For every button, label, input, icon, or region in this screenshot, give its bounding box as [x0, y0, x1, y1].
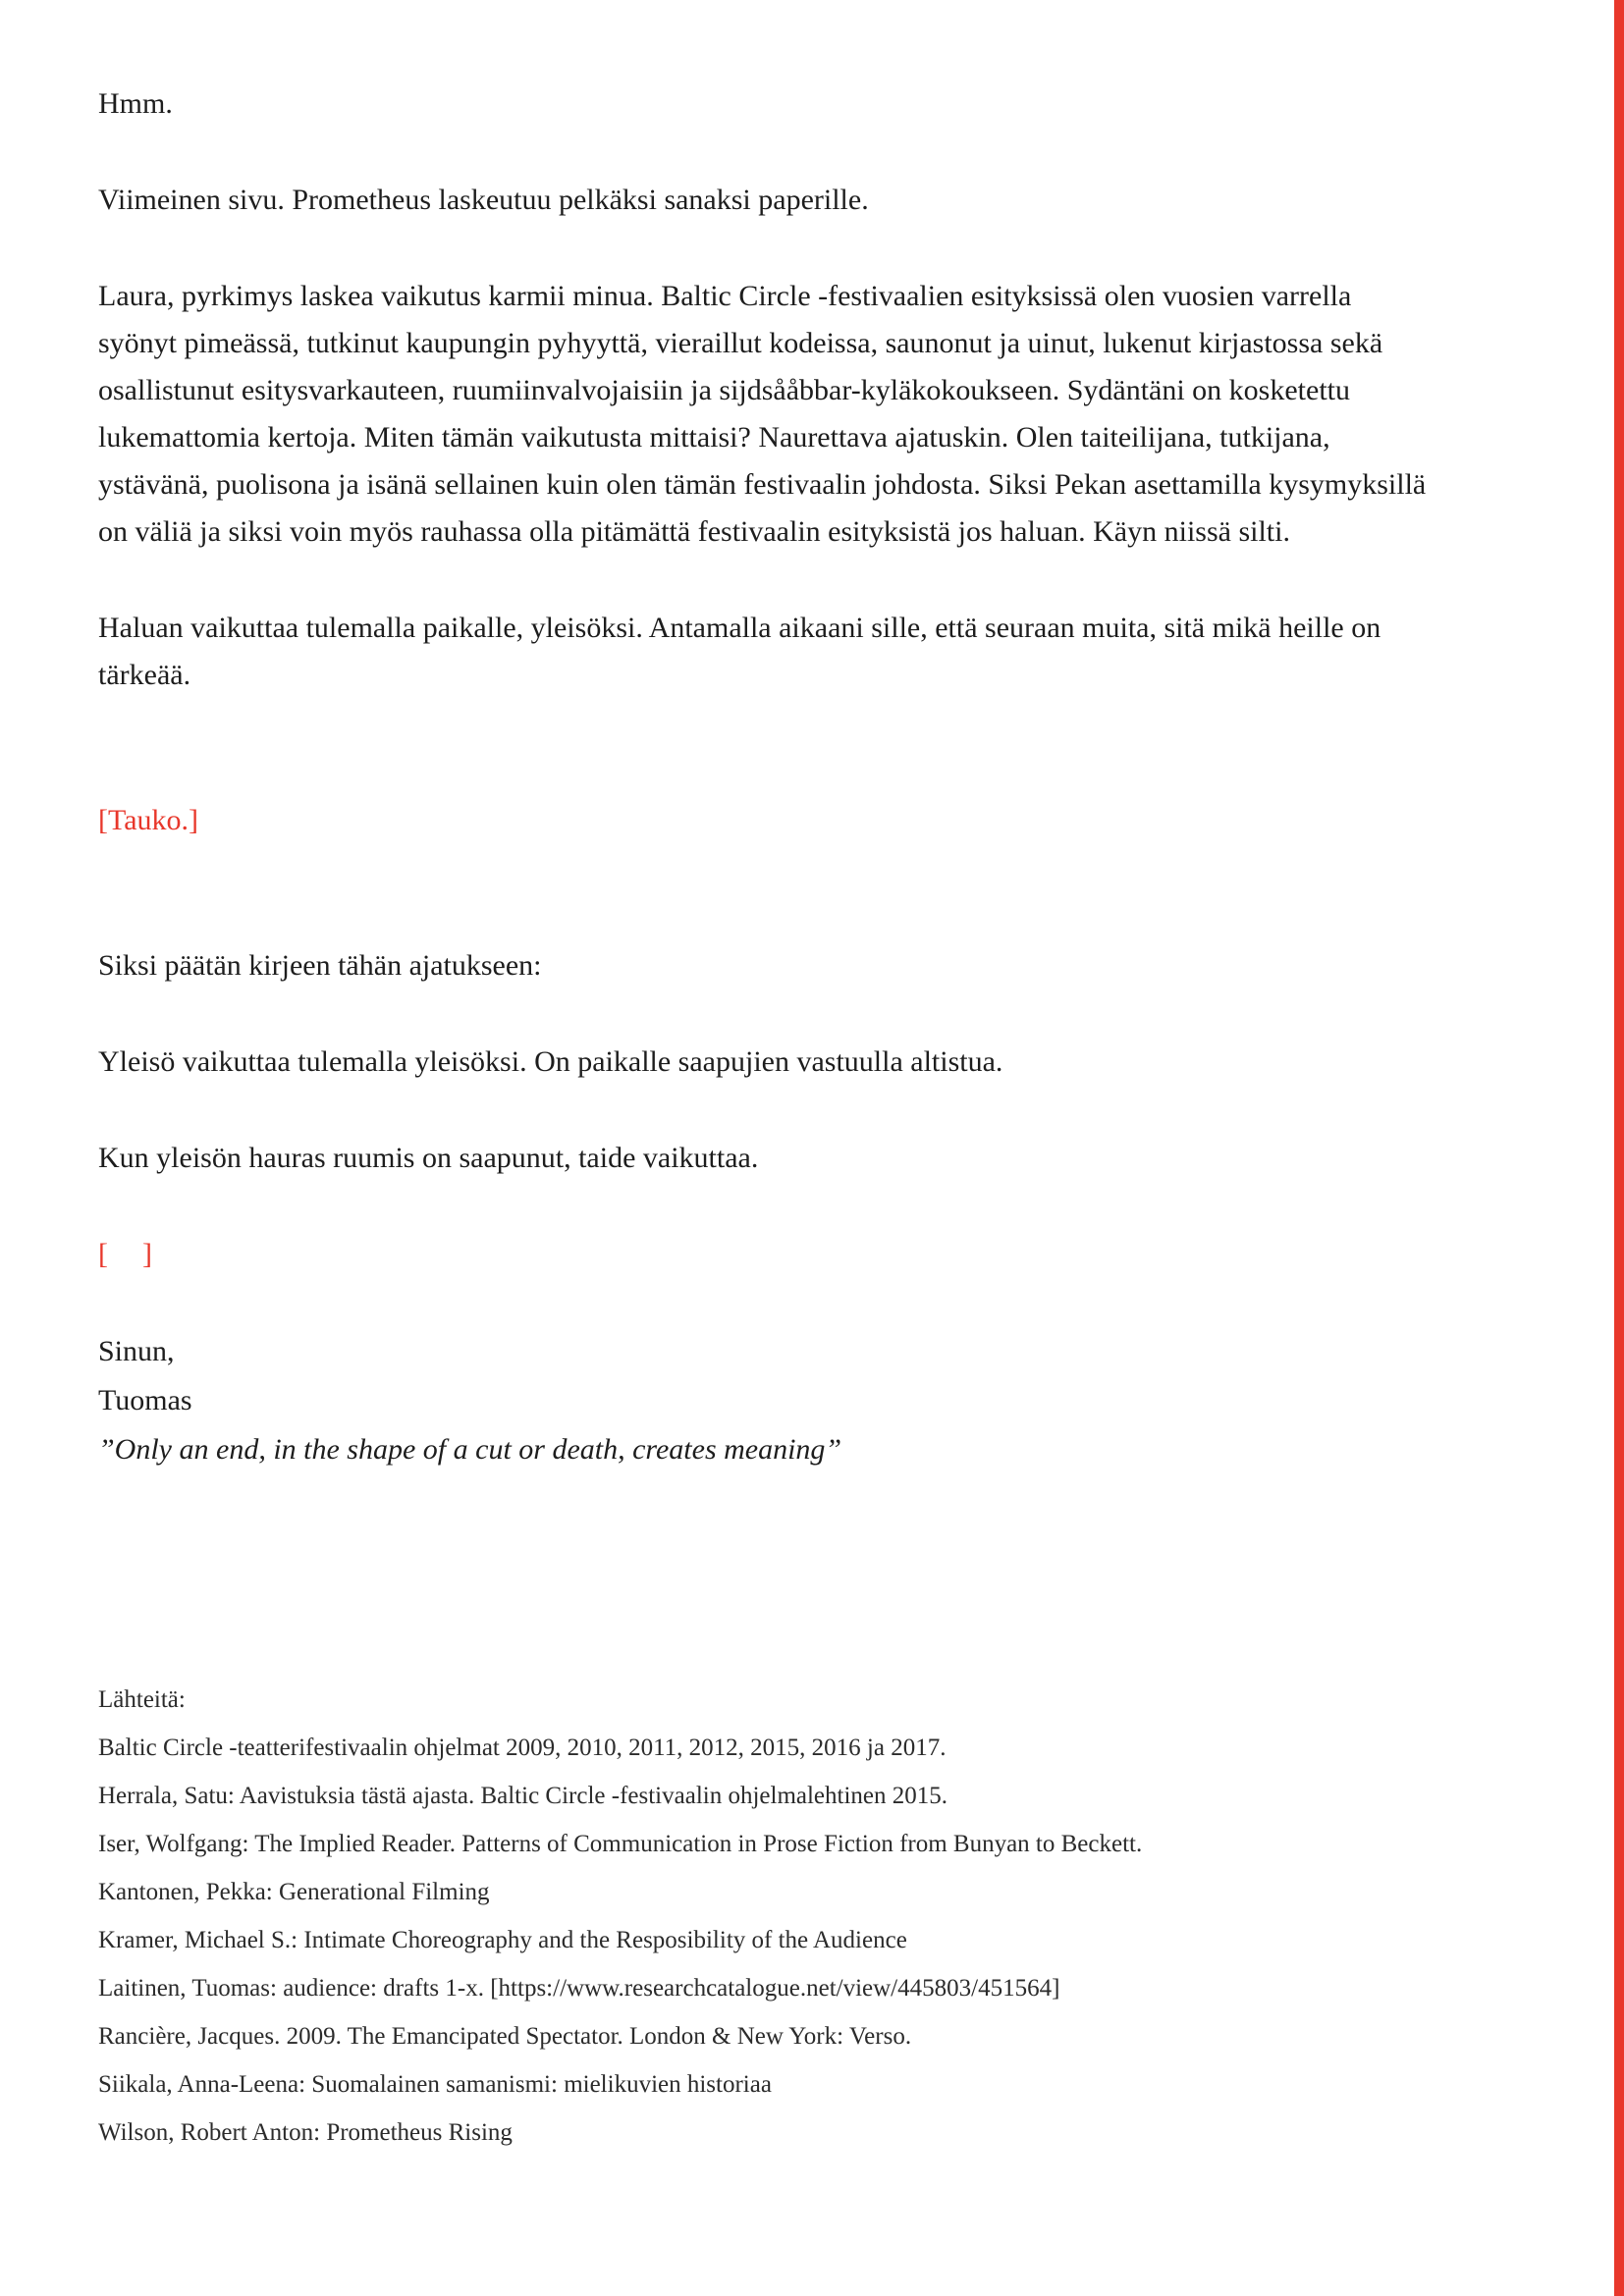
sources-section — [98, 1676, 1434, 2157]
source-item: Siikala, Anna-Leena: Suomalainen samanismi: mielikuvien historiaa — [98, 2071, 772, 2098]
paragraph-kun: Kun yleisön hauras ruumis on saapunut, taide vaikuttaa. — [98, 1142, 759, 1174]
signature-block — [98, 1327, 1434, 1474]
source-item: Kantonen, Pekka: Generational Filming — [98, 1879, 490, 1905]
paragraph-last-page: Viimeinen sivu. Prometheus laskeutuu pelkäksi sanaksi paperille. — [98, 184, 869, 216]
paragraph-laura: Laura, pyrkimys laskea vaikutus karmii minua. Baltic Circle -festivaalien esityksissä olen vuosien varrella syönyt pimeässä, tutkinut kaupungin pyhyyttä, vieraillut kodeissa, saunonut ja uinut, lukenut kirjastossa sekä osallistunut esitysvarkauteen, ruumiinvalvojaisiin ja sijdsååbbar-kyläkokoukseen. Sydäntäni on kosketettu lukemattomia kertoja. Miten tämän vaikutusta mittaisi? Naurettava ajatuskin. Olen taiteilijana, tutkijana, ystävänä, puolisona ja isänä sellainen kuin olen tämän festivaalin johdosta. Siksi Pekan asettamilla kysymyksillä on väliä ja siksi voin myös rauhassa olla pitämättä festivaalin esityksistä jos haluan. Käyn niissä silti. — [98, 280, 1427, 548]
sources-list — [98, 1724, 1434, 2157]
paragraph-yleiso: Yleisö vaikuttaa tulemalla yleisöksi. On paikalle saapujien vastuulla altistua. — [98, 1045, 1003, 1078]
source-item: Baltic Circle -teatterifestivaalin ohjelmat 2009, 2010, 2011, 2012, 2015, 2016 ja 2017. — [98, 1735, 947, 1761]
source-item: Kramer, Michael S.: Intimate Choreography and the Resposibility of the Audience — [98, 1927, 907, 1953]
source-item: Rancière, Jacques. 2009. The Emancipated Spectator. London & New York: Verso. — [98, 2023, 912, 2050]
pause-marker: [Tauko.] — [98, 804, 199, 836]
source-item: Herrala, Satu: Aavistuksia tästä ajasta. Baltic Circle -festivaalin ohjelmalehtinen 2015. — [98, 1783, 948, 1809]
source-item: Iser, Wolfgang: The Implied Reader. Patterns of Communication in Prose Fiction from Bunyan to Beckett. — [98, 1831, 1143, 1857]
paragraph-conclusion-intro: Siksi päätän kirjeen tähän ajatukseen: — [98, 949, 542, 982]
signoff-line-1: Sinun, — [98, 1335, 175, 1367]
paragraph-hmm: Hmm. — [98, 87, 173, 120]
signoff-line-2: Tuomas — [98, 1384, 192, 1416]
empty-bracket: [ ] — [98, 1238, 153, 1270]
paragraph-haluan: Haluan vaikuttaa tulemalla paikalle, yleisöksi. Antamalla aikaani sille, että seuraan muita, sitä mikä heille on tärkeää. — [98, 612, 1381, 691]
source-item: Laitinen, Tuomas: audience: drafts 1-x. [https://www.researchcatalogue.net/view/445803/451564] — [98, 1975, 1060, 2002]
quote-line: ”Only an end, in the shape of a cut or death, creates meaning” — [98, 1433, 842, 1466]
sources-heading: Lähteitä: — [98, 1686, 186, 1713]
accent-bar — [1614, 0, 1624, 2296]
source-item: Wilson, Robert Anton: Prometheus Rising — [98, 2119, 513, 2146]
